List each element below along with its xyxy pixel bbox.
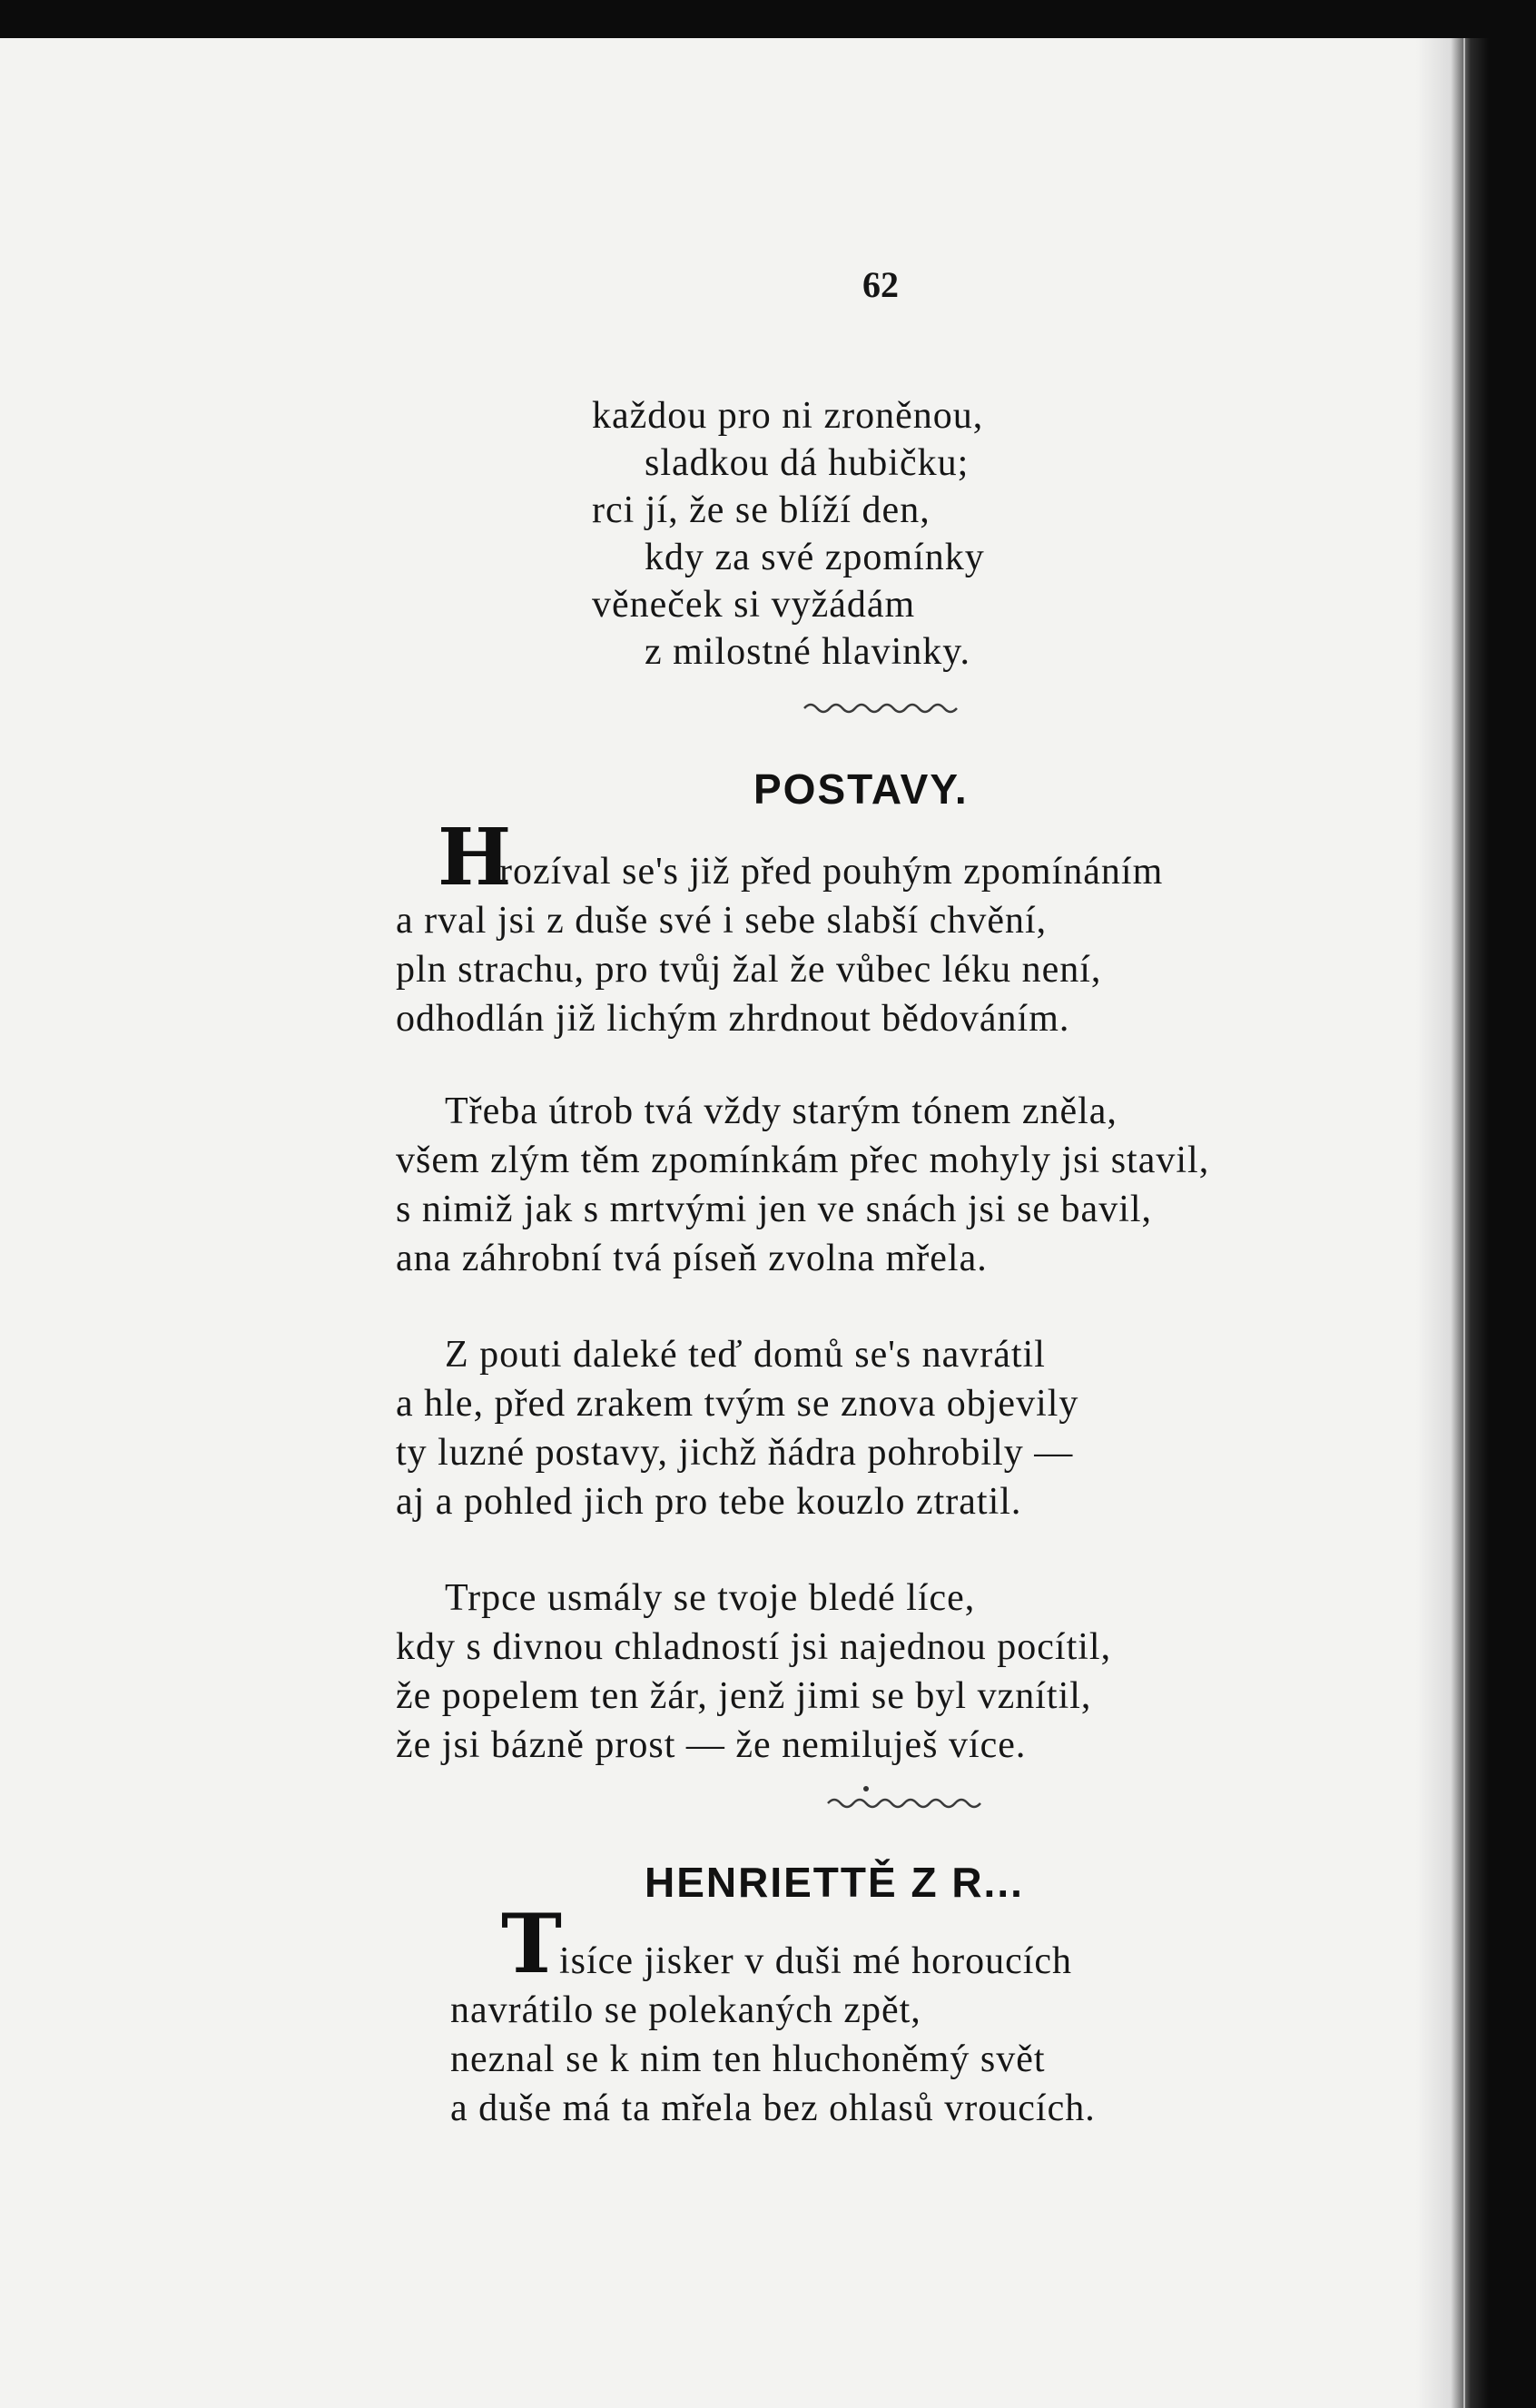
poem-line: a hle, před zrakem tvým se znova objevily — [396, 1383, 1079, 1425]
wavy-ornament — [802, 697, 966, 725]
page-edge — [1416, 38, 1536, 2408]
poem-line: že popelem ten žár, jenž jimi se byl vznítil, — [396, 1675, 1092, 1717]
poem-line: a duše má ta mřela bez ohlasů vroucích. — [450, 2087, 1096, 2129]
poem-line: Trpce usmály se tvoje bledé líce, — [445, 1577, 976, 1619]
drop-cap: H — [438, 812, 512, 903]
poem-line: že jsi bázně prost — že nemiluješ více. — [396, 1724, 1027, 1766]
poem-line: ana záhrobní tvá píseň zvolna mřela. — [396, 1238, 988, 1279]
poem-line: pln strachu, pro tvůj žal že vůbec léku není, — [396, 949, 1102, 991]
poem-line: sladkou dá hubičku; — [645, 442, 970, 484]
poem-line: a rval jsi z duše své i sebe slabší chvění, — [396, 900, 1048, 942]
poem-line: každou pro ni zroněnou, — [592, 395, 984, 437]
poem-line: všem zlým těm zpomínkám přec mohyly jsi stavil, — [396, 1140, 1210, 1181]
page-number: 62 — [862, 264, 899, 305]
poem-line: Třeba útrob tvá vždy starým tónem zněla, — [445, 1091, 1118, 1132]
poem-line: z milostné hlavinky. — [645, 631, 971, 673]
poem-title: POSTAVY. — [753, 765, 969, 813]
poem-line: rozíval se's již před pouhým zpomínáním — [499, 851, 1164, 893]
poem-line: ty luzné postavy, jichž ňádra pohrobily — — [396, 1432, 1074, 1474]
poem-line: Z pouti daleké teď domů se's navrátil — [445, 1334, 1046, 1376]
poem-line: aj a pohled jich pro tebe kouzlo ztratil. — [396, 1481, 1022, 1523]
poem-line: odhodlán již lichým zhrdnout bědováním. — [396, 998, 1070, 1040]
poem-line: kdy s divnou chladností jsi najednou pocítil, — [396, 1626, 1112, 1668]
poem-line: neznal se k nim ten hluchoněmý svět — [450, 2038, 1046, 2080]
poem-title: HENRIETTĚ Z R... — [645, 1859, 1024, 1906]
poem-line: s nimiž jak s mrtvými jen ve snách jsi se bavil, — [396, 1189, 1153, 1230]
poem-line: isíce jisker v duši mé horoucích — [559, 1940, 1073, 1982]
wavy-ornament — [826, 1785, 990, 1816]
poem-line: rci jí, že se blíží den, — [592, 489, 930, 531]
poem-line: navrátilo se polekaných zpět, — [450, 1989, 921, 2031]
drop-cap: T — [501, 1896, 562, 1992]
poem-line: kdy za své zpomínky — [645, 537, 985, 578]
poem-line: věneček si vyžádám — [592, 584, 916, 626]
